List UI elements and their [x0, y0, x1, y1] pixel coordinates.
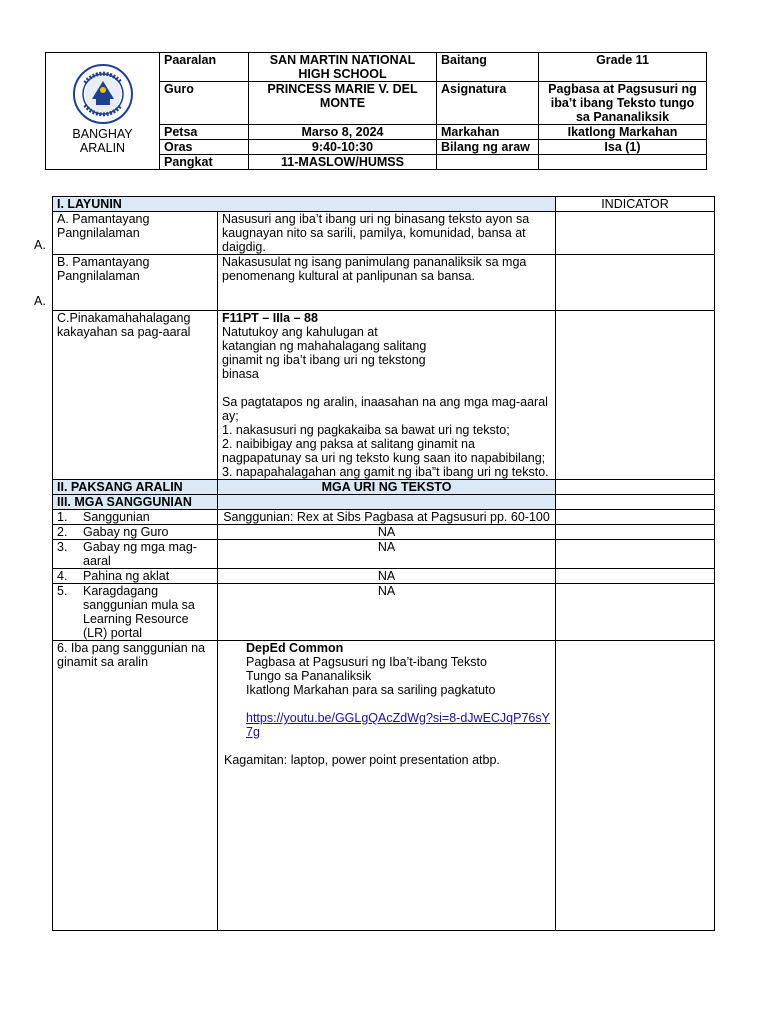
indicator-heading: INDICATOR — [556, 197, 715, 212]
indicator-cell — [556, 495, 715, 510]
competency-line: ginamit ng iba’t ibang uri ng tekstong — [222, 353, 426, 367]
markahan-value: Ikatlong Markahan — [539, 125, 707, 140]
indicator-cell — [556, 584, 715, 641]
item-number: 2. — [57, 525, 68, 539]
asignatura-label: Asignatura — [437, 82, 539, 125]
objective-item: 1. nakasusuri ng pagkakaiba sa bawat uri ng teksto; — [222, 423, 510, 437]
logo-cell — [46, 53, 160, 170]
other-sources-title: DepEd Common — [246, 641, 344, 655]
asignatura-value: Pagbasa at Pagsusuri ng iba’t ibang Teksto tungo sa Pananaliksik — [539, 82, 707, 125]
indicator-cell — [556, 212, 715, 255]
markahan-label: Markahan — [437, 125, 539, 140]
item-number: 4. — [57, 569, 68, 583]
layunin-a-label: A. Pamantayang Pangnilalaman — [53, 212, 218, 255]
item-value: NA — [218, 525, 556, 540]
item-value: NA — [218, 569, 556, 584]
sanggunian-item — [53, 540, 218, 569]
sanggunian-item — [53, 569, 218, 584]
stray-mark: A. — [34, 294, 46, 308]
item-value: NA — [218, 540, 556, 569]
item-number: 5. — [57, 584, 68, 598]
paksa-value: MGA URI NG TEKSTO — [218, 480, 556, 495]
competency-line: katangian ng mahahalagang salitang — [222, 339, 427, 353]
stray-mark: A. — [34, 238, 46, 252]
item-label: Gabay ng Guro — [83, 525, 169, 539]
pangkat-value: 11-MASLOW/HUMSS — [249, 155, 437, 170]
indicator-cell — [556, 480, 715, 495]
indicator-cell — [556, 510, 715, 525]
item-value: Sanggunian: Rex at Sibs Pagbasa at Pagsusuri pp. 60-100 — [218, 510, 556, 525]
other-sources-line: Tungo sa Pananaliksik — [246, 669, 372, 683]
indicator-cell — [556, 569, 715, 584]
item-value: NA — [218, 584, 556, 641]
lesson-plan-table — [52, 196, 715, 931]
empty-cell — [218, 495, 556, 510]
sanggunian-heading: III. MGA SANGGUNIAN — [53, 495, 218, 510]
petsa-label: Petsa — [160, 125, 249, 140]
petsa-value: Marso 8, 2024 — [249, 125, 437, 140]
sanggunian-item — [53, 510, 218, 525]
paaralan-value: SAN MARTIN NATIONAL HIGH SCHOOL — [249, 53, 437, 82]
paaralan-label: Paaralan — [160, 53, 249, 82]
paksa-heading: II. PAKSANG ARALIN — [53, 480, 218, 495]
objective-item: 3. napapahalagahan ang gamit ng iba”t ibang uri ng teksto. — [222, 465, 549, 479]
layunin-b-label: B. Pamantayang Pangnilalaman — [53, 255, 218, 311]
competency-line: Natutukoy ang kahulugan at — [222, 325, 378, 339]
logo-caption-2: ARALIN — [79, 141, 126, 155]
baitang-value: Grade 11 — [539, 53, 707, 82]
guro-label: Guro — [160, 82, 249, 125]
sanggunian-item — [53, 525, 218, 540]
objective-item: 2. naibibigay ang paksa at salitang ginamit na nagpapatunay sa uri ng teksto kung saan ito napabibilang; — [222, 437, 546, 465]
logo-caption-1: BANGHAY — [72, 127, 133, 141]
item-number: 3. — [57, 540, 68, 554]
layunin-a-text: Nasusuri ang iba’t ibang uri ng binasang teksto ayon sa kaugnayan nito sa sarili, pamilya, komunidad, bansa at daigdig. — [218, 212, 556, 255]
item-label: Sanggunian — [83, 510, 150, 524]
indicator-cell — [556, 641, 715, 931]
competency-line: binasa — [222, 367, 259, 381]
bilang-label: Bilang ng araw — [437, 140, 539, 155]
item-number: 1. — [57, 510, 68, 524]
kagamitan-text: Kagamitan: laptop, power point presentation atbp. — [224, 753, 500, 767]
other-sources-content — [218, 641, 556, 931]
layunin-c-content — [218, 311, 556, 480]
objectives-intro: Sa pagtatapos ng aralin, inaasahan na ang mga mag-aaral ay; — [222, 395, 548, 423]
layunin-c-label: C.Pinakamahahalagang kakayahan sa pag-aaral — [53, 311, 218, 480]
guro-value: PRINCESS MARIE V. DEL MONTE — [249, 82, 437, 125]
sanggunian-item — [53, 584, 218, 641]
item-label: Pahina ng aklat — [83, 569, 170, 583]
indicator-cell — [556, 525, 715, 540]
deped-seal-icon — [72, 63, 134, 125]
indicator-cell — [556, 255, 715, 311]
baitang-label: Baitang — [437, 53, 539, 82]
item-label: Karagdagang sanggunian mula sa Learning Resource (LR) portal — [83, 584, 195, 640]
empty-cell — [539, 155, 707, 170]
competency-code: F11PT – IIIa – 88 — [222, 311, 318, 325]
layunin-b-text: Nakasusulat ng isang panimulang pananaliksik sa mga penomenang kultural at panlipunan sa bansa. — [218, 255, 556, 311]
other-sources-line: Pagbasa at Pagsusuri ng Iba’t-ibang Teksto — [246, 655, 487, 669]
oras-label: Oras — [160, 140, 249, 155]
item-label: Gabay ng mga mag-aaral — [83, 540, 197, 568]
oras-value: 9:40-10:30 — [249, 140, 437, 155]
youtube-link[interactable]: https://youtu.be/GGLgQAcZdWg?si=8-dJwECJqP76sY7g — [246, 711, 550, 739]
other-sources-line: Ikatlong Markahan para sa sariling pagkatuto — [246, 683, 496, 697]
header-table — [45, 52, 707, 170]
pangkat-label: Pangkat — [160, 155, 249, 170]
bilang-value: Isa (1) — [539, 140, 707, 155]
indicator-cell — [556, 311, 715, 480]
other-sources-label: 6. Iba pang sanggunian na ginamit sa aralin — [53, 641, 218, 931]
layunin-heading: I. LAYUNIN — [53, 197, 556, 212]
indicator-cell — [556, 540, 715, 569]
empty-cell — [437, 155, 539, 170]
